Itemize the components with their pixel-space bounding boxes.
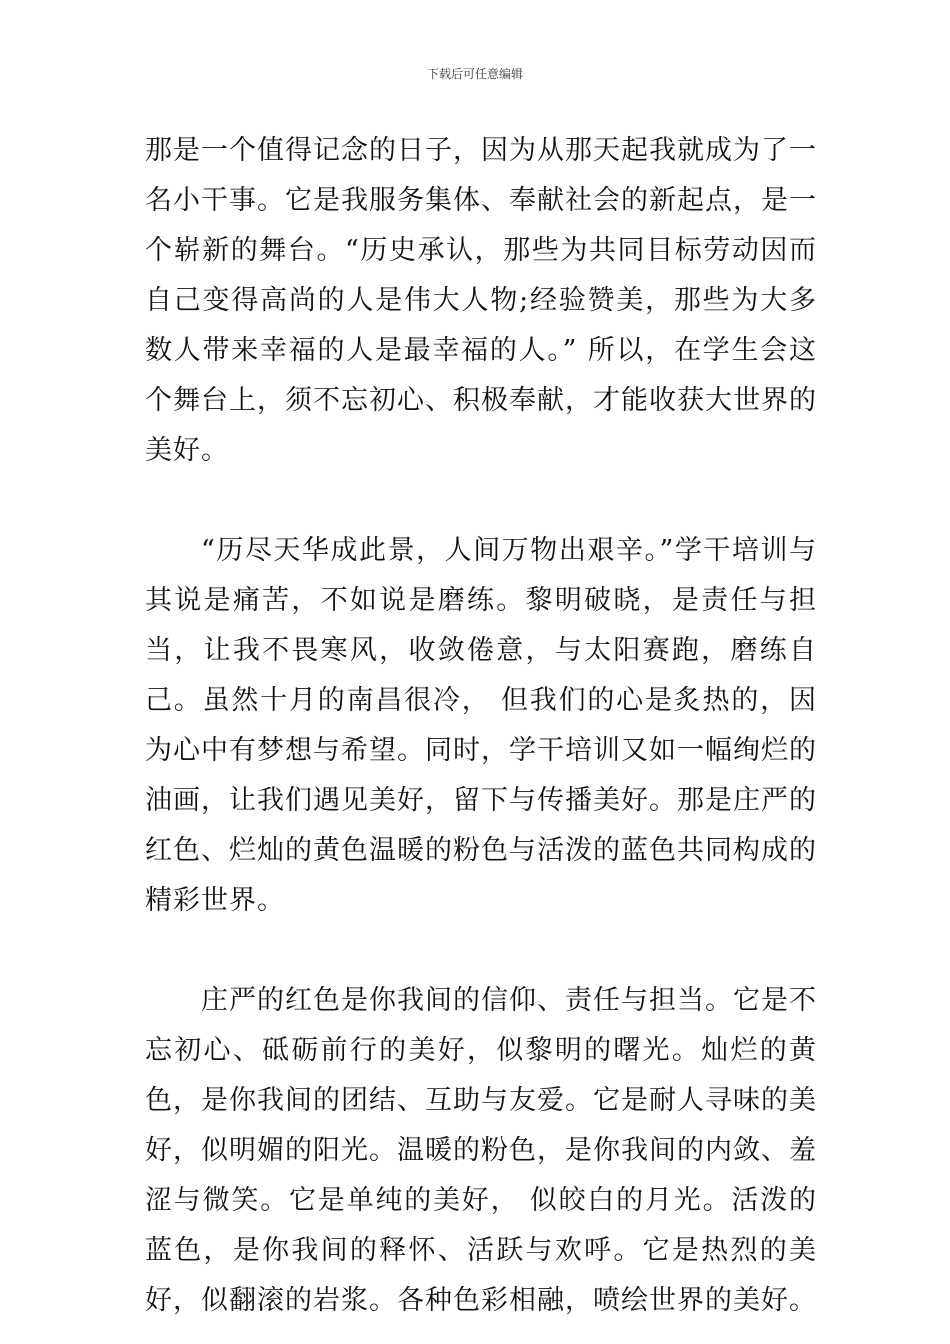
document-body — [145, 126, 817, 1326]
paragraph-3: 庄严的红色是你我间的信仰、责任与担当。它是不忘初心、砥砺前行的美好，似黎明的曙光。灿烂的黄色，是你我间的团结、互助与友爱。它是耐人寻味的美好，似明媚的阳光。温暖的粉色，是你我间的内敛、羞涩与微笑。它是单纯的美好， 似皎白的月光。活泼的蓝色，是你我间的释怀、活跃与欢呼。它是热烈的美好，似翻滚的岩浆。各种色彩相融，喷绘世界的美好。 — [145, 985, 817, 1316]
paragraph-2: “历尽天华成此景，人间万物出艰辛。”学干培训与其说是痛苦，不如说是磨练。黎明破晓，是责任与担当，让我不畏寒风，收敛倦意，与太阳赛跑，磨练自己。虽然十月的南昌很冷， 但我们的心是炙热的，因为心中有梦想与希望。同时，学干培训又如一幅绚烂的油画，让我们遇见美好，留下与传播美好。那是庄严的红色、烂灿的黄色温暖的粉色与活泼的蓝色共同构成的精彩世界。 — [145, 535, 817, 916]
page-header: 下载后可任意编辑 — [426, 67, 523, 81]
paragraph-1: 那是一个值得记念的日子，因为从那天起我就成为了一名小干事。它是我服务集体、奉献社会的新起点，是一个崭新的舞台。“历史承认，那些为共同目标劳动因而自己变得高尚的人是伟大人物;经验赞美，那些为大多数人带来幸福的人是最幸福的人。” 所以，在学生会这个舞台上，须不忘初心、积极奉献，才能收获大世界的美好。 — [145, 135, 817, 466]
